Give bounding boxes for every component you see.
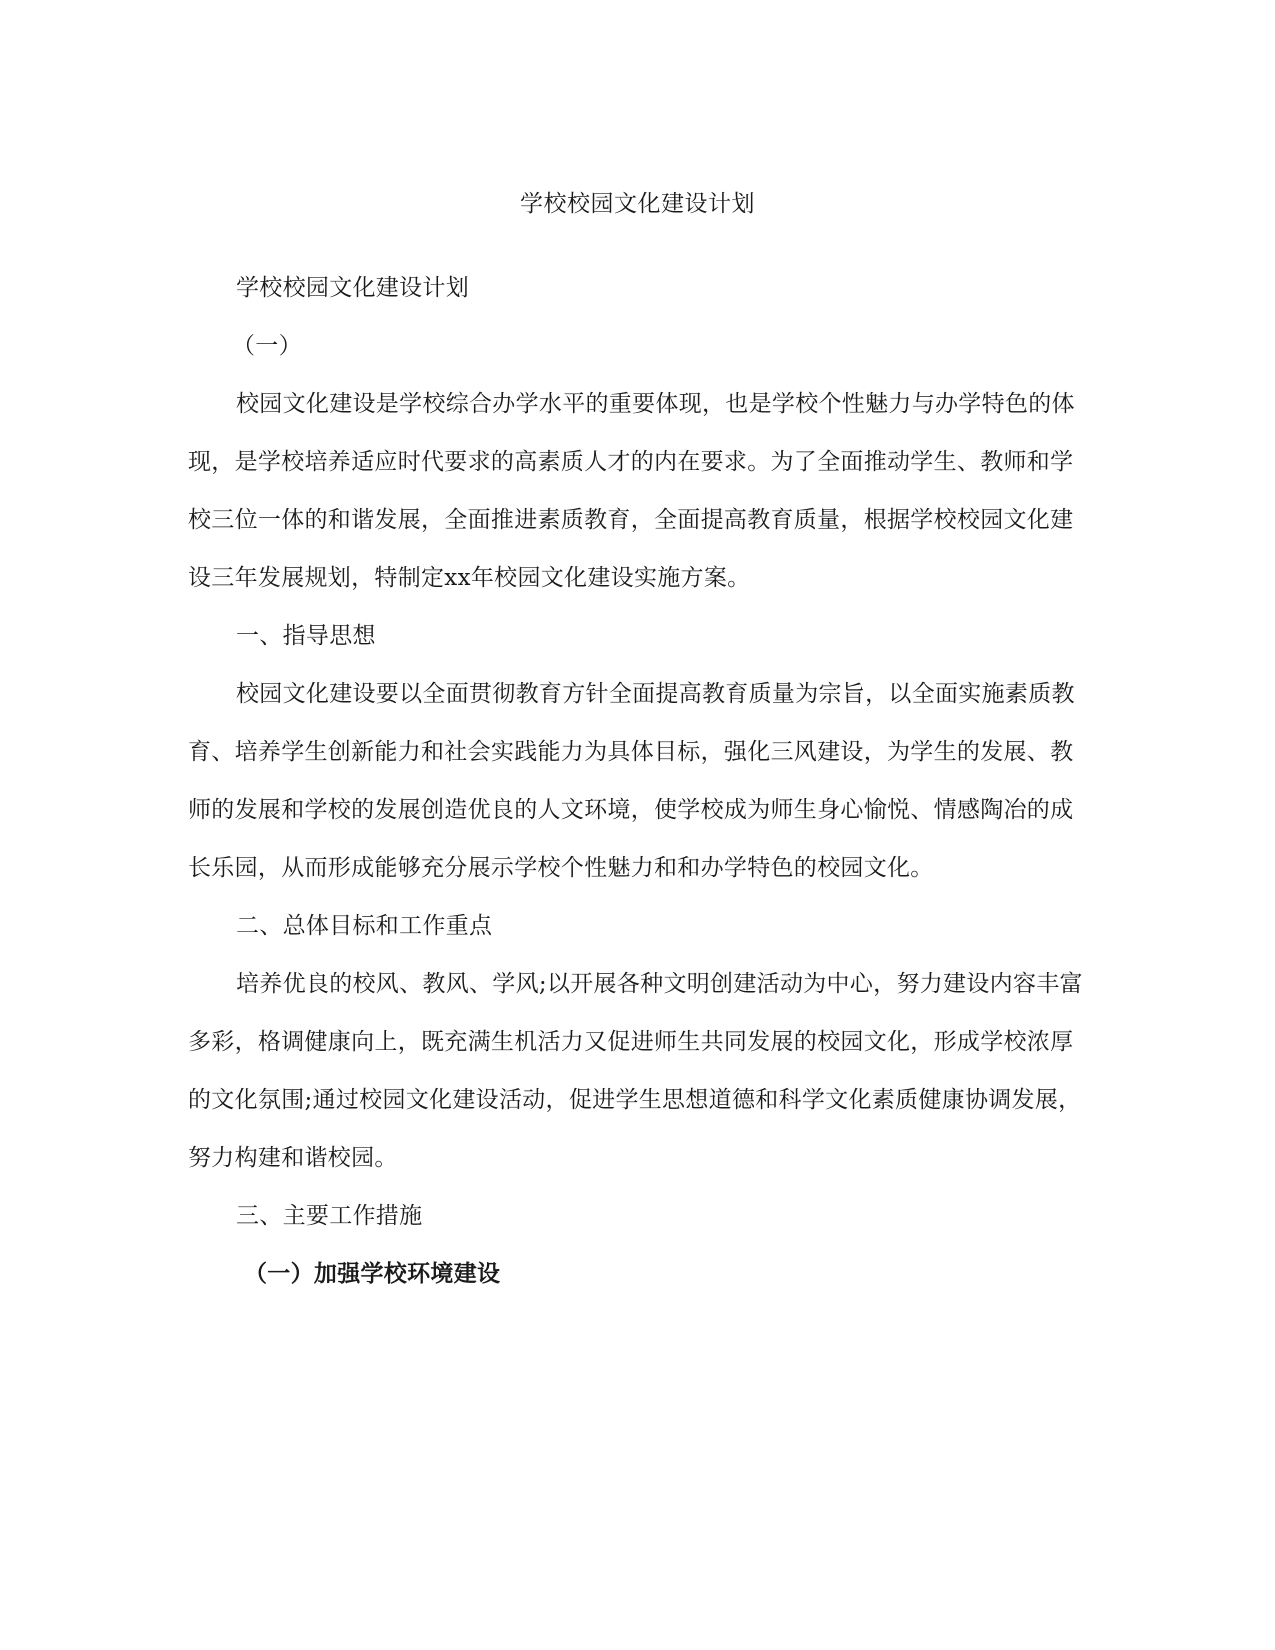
subsection-heading-environment: （一）加强学校环境建设 <box>244 1260 501 1287</box>
document-title: 学校校园文化建设计划 <box>520 191 755 217</box>
section-heading-main-measures: 三、主要工作措施 <box>236 1203 423 1229</box>
subtitle-paragraph: 学校校园文化建设计划 <box>236 275 469 301</box>
section-heading-guiding-ideology: 一、指导思想 <box>236 623 376 649</box>
overall-goals-paragraph: 培养优良的校风、教风、学风;以开展各种文明创建活动为中心，努力建设内容丰富多彩，格调健康向上，既充满生机活力又促进师生共同发展的校园文化，形成学校浓厚的文化氛围;通过校园文化建设活动，促进学生思想道德和科学文化素质健康协调发展，努力构建和谐校园。 <box>188 971 1083 1171</box>
intro-paragraph: 校园文化建设是学校综合办学水平的重要体现，也是学校个性魅力与办学特色的体现，是学校培养适应时代要求的高素质人才的内在要求。为了全面推动学生、教师和学校三位一体的和谐发展，全面推进素质教育，全面提高教育质量，根据学校校园文化建设三年发展规划，特制定xx年校园文化建设实施方案。 <box>188 391 1075 591</box>
part-label: （一） <box>232 333 302 359</box>
document-body <box>188 259 1084 1303</box>
section-heading-overall-goals: 二、总体目标和工作重点 <box>236 913 493 939</box>
guiding-ideology-paragraph: 校园文化建设要以全面贯彻教育方针全面提高教育质量为宗旨，以全面实施素质教育、培养学生创新能力和社会实践能力为具体目标，强化三风建设，为学生的发展、教师的发展和学校的发展创造优良的人文环境，使学校成为师生身心愉悦、情感陶冶的成长乐园，从而形成能够充分展示学校个性魅力和和办学特色的校园文化。 <box>188 681 1075 881</box>
